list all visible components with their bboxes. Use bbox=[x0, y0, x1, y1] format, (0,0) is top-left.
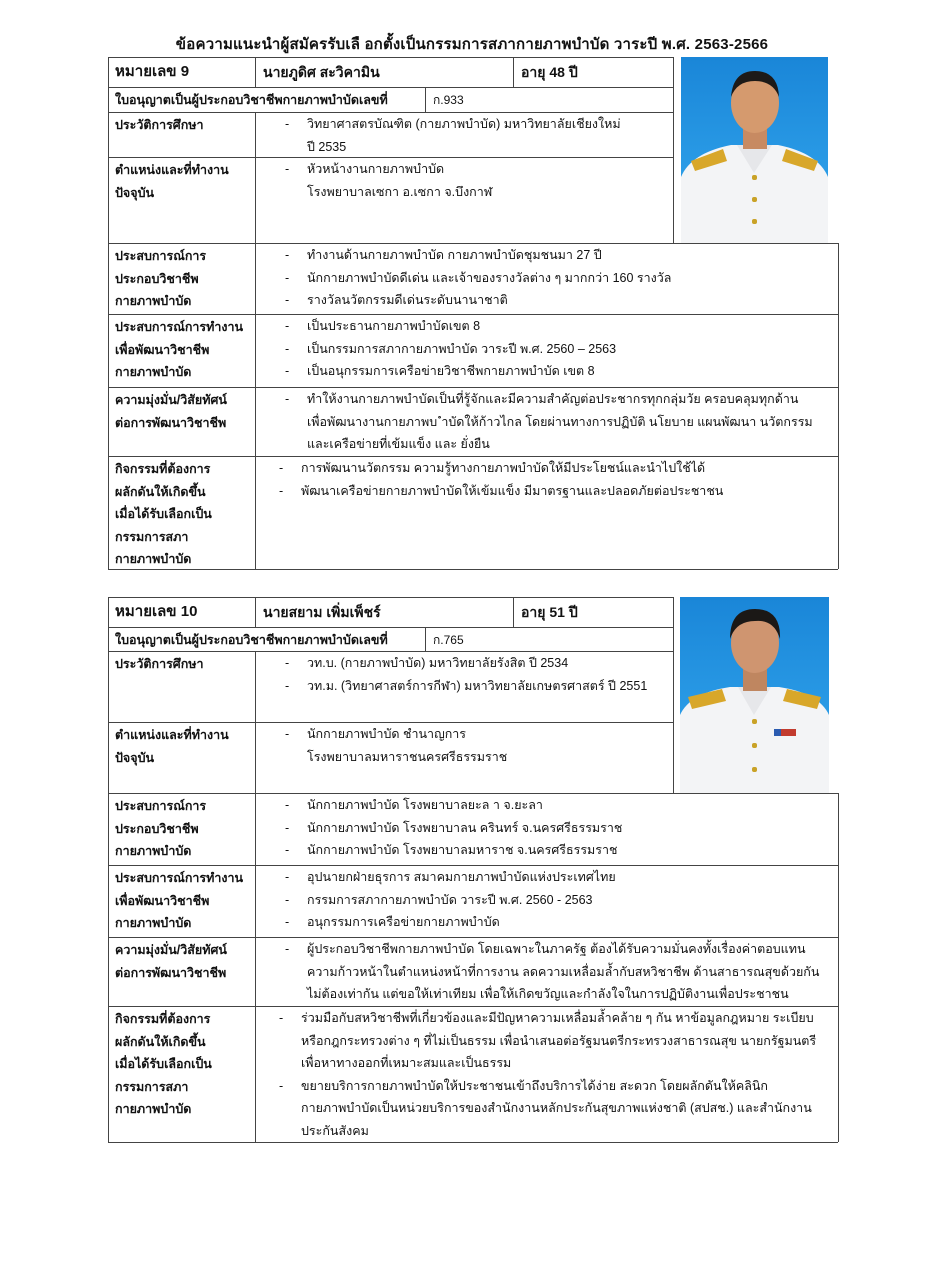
license-number: ก.765 bbox=[433, 633, 464, 647]
position-value: - หัวหน้างานกายภาพบำบัด โรงพยาบาลเซกา อ.เซกา จ.บึงกาฬ bbox=[285, 162, 493, 199]
activity-item: - ร่วมมือกับสหวิชาชีพที่เกี่ยวข้องและมีปัญหาความเหลื่อมล้ำคล้าย ๆ กัน หาข้อมูลกฎหมาย ระเบียบ หรือกฎกระทรวงต่าง ๆ ที่ไม่เป็นธรรม เพื่อนำเสนอต่อรัฐมนตรีกระทรวงสาธารณสุข นายกรัฐมนตรี เพื่อหาทางออกที่เหมาะสมและเป็นธรรม bbox=[279, 1011, 817, 1070]
activities-label: กิจกรรมที่ต้องการ ผลักดันให้เกิดขึ้น เมื่อได้รับเลือกเป็น กรรมการสภา กายภาพบำบัด bbox=[115, 1012, 212, 1116]
activities-label: กิจกรรมที่ต้องการ ผลักดันให้เกิดขึ้น เมื่อได้รับเลือกเป็น กรรมการสภา กายภาพบำบัด bbox=[115, 462, 212, 566]
practice-label: ประสบการณ์การ ประกอบวิชาชีพ กายภาพบำบัด bbox=[115, 799, 207, 858]
development-item: - กรรมการสภากายภาพบำบัด วาระปี พ.ศ. 2560 - 2563 bbox=[285, 892, 593, 907]
education-item: - วท.บ. (กายภาพบำบัด) มหาวิทยาลัยรังสิต ปี 2534 bbox=[285, 656, 569, 670]
practice-item: - นักกายภาพบำบัด โรงพยาบาลน ครินทร์ จ.นครศรีธรรมราช bbox=[285, 820, 623, 835]
practice-item: - นักกายภาพบำบัด โรงพยาบาลยะล า จ.ยะลา bbox=[285, 798, 543, 812]
portrait-illustration bbox=[681, 57, 828, 243]
activity-item: - การพัฒนานวัตกรรม ความรู้ทางกายภาพบำบัดให้มีประโยชน์และนำไปใช้ได้ bbox=[279, 461, 706, 475]
vision-label: ความมุ่งมั่น/วิสัยทัศน์ ต่อการพัฒนาวิชาชีพ bbox=[115, 393, 227, 430]
education-label: ประวัติการศึกษา bbox=[115, 657, 204, 671]
license-label: ใบอนุญาตเป็นผู้ประกอบวิชาชีพกายภาพบำบัดเลขที่ bbox=[115, 93, 388, 107]
development-item: - เป็นกรรมการสภากายภาพบำบัด วาระปี พ.ศ. 2560 – 2563 bbox=[285, 341, 617, 356]
position-value: - นักกายภาพบำบัด ชำนาญการ โรงพยาบาลมหาราชนครศรีธรรมราช bbox=[285, 727, 508, 764]
candidate-name: นายภูดิศ สะวิคามิน bbox=[263, 64, 380, 80]
practice-list bbox=[255, 244, 838, 314]
candidate-card-9 bbox=[108, 57, 838, 569]
development-item: - เป็นอนุกรรมการเครือข่ายวิชาชีพกายภาพบำบัด เขต 8 bbox=[285, 364, 595, 378]
development-list bbox=[255, 866, 838, 937]
vision-label: ความมุ่งมั่น/วิสัยทัศน์ ต่อการพัฒนาวิชาชีพ bbox=[115, 943, 227, 980]
license-number: ก.933 bbox=[433, 93, 464, 107]
development-item: - อุปนายกฝ่ายธุรการ สมาคมกายภาพบำบัดแห่งประเทศไทย bbox=[285, 870, 616, 884]
license-label: ใบอนุญาตเป็นผู้ประกอบวิชาชีพกายภาพบำบัดเลขที่ bbox=[115, 633, 388, 647]
practice-item: - นักกายภาพบำบัดดีเด่น และเจ้าของรางวัลต่าง ๆ มากกว่า 160 รางวัล bbox=[285, 270, 672, 285]
activity-item: - ขยายบริการกายภาพบำบัดให้ประชาชนเข้าถึงบริการได้ง่าย สะดวก โดยผลักดันให้คลินิก กายภาพบำบัดเป็นหน่วยบริการของสำนักงานหลักประกันสุขภาพแห่งชาติ (สปสช.) และสำนักงาน ประกันสังคม bbox=[279, 1078, 812, 1138]
vision-text: - ทำให้งานกายภาพบำบัดเป็นที่รู้จักและมีความสำคัญต่อประชากรทุกกลุ่มวัย ครอบคลุมทุกด้าน เพื่อพัฒนางานกายภาพบ ำบัดให้ก้าวไกล โดยผ่านทางการปฏิบัติ นโยบาย แผนพัฒนา นวัตกรรม และเครือข่ายที่เข้มแข็ง และ ยั่งยืน bbox=[285, 392, 813, 451]
development-item: - อนุกรรมการเครือข่ายกายภาพบำบัด bbox=[285, 915, 500, 929]
practice-item: - รางวัลนวัตกรรมดีเด่นระดับนานาชาติ bbox=[285, 293, 508, 307]
candidate-number: หมายเลข 10 bbox=[115, 603, 198, 620]
vision-text: - ผู้ประกอบวิชาชีพกายภาพบำบัด โดยเฉพาะในภาครัฐ ต้องได้รับความมั่นคงทั้งเรื่องค่าตอบแทน ความก้าวหน้าในตำแหน่งหน้าที่การงาน ลดความเหลื่อมล้ำกับสหวิชาชีพ ด้านสาธารณสุขด้วยกัน ไม่ต้องเท่ากัน แต่ขอให้เท่าเทียม เพื่อให้เกิดขวัญและกำลังใจในการปฏิบัติงานเพื่อประชาชน bbox=[285, 942, 820, 1001]
education-list bbox=[255, 113, 673, 157]
page-title: ข้อความแนะนำผู้สมัครรับเลื อกตั้งเป็นกรรมการสภากายภาพบำบัด วาระปี พ.ศ. 2563-2566 bbox=[175, 36, 769, 53]
education-list bbox=[255, 652, 673, 722]
candidate-photo bbox=[681, 57, 828, 243]
development-label: ประสบการณ์การทำงาน เพื่อพัฒนาวิชาชีพ กายภาพบำบัด bbox=[115, 320, 244, 379]
position-label: ตำแหน่งและที่ทำงาน ปัจจุบัน bbox=[115, 728, 229, 765]
activities-list bbox=[255, 457, 838, 569]
practice-label: ประสบการณ์การ ประกอบวิชาชีพ กายภาพบำบัด bbox=[115, 249, 207, 308]
candidate-age: อายุ 51 ปี bbox=[521, 604, 578, 620]
education-label: ประวัติการศึกษา bbox=[115, 118, 204, 132]
development-list bbox=[255, 315, 838, 387]
candidate-card-10 bbox=[108, 597, 838, 1142]
practice-list bbox=[255, 794, 838, 865]
candidate-name: นายสยาม เพิ่มเพ็ชร์ bbox=[263, 604, 381, 620]
practice-item: - นักกายภาพบำบัด โรงพยาบาลมหาราช จ.นครศรีธรรมราช bbox=[285, 843, 618, 857]
candidate-age: อายุ 48 ปี bbox=[521, 64, 578, 80]
development-item: - เป็นประธานกายภาพบำบัดเขต 8 bbox=[285, 319, 481, 333]
candidate-photo bbox=[680, 597, 829, 793]
candidate-number: หมายเลข 9 bbox=[115, 63, 190, 80]
practice-item: - ทำงานด้านกายภาพบำบัด กายภาพบำบัดชุมชนมา 27 ปี bbox=[285, 248, 602, 262]
activity-item: - พัฒนาเครือข่ายกายภาพบำบัดให้เข้มแข็ง มีมาตรฐานและปลอดภัยต่อประชาชน bbox=[279, 483, 724, 498]
education-item: - วิทยาศาสตรบัณฑิต (กายภาพบำบัด) มหาวิทยาลัยเชียงใหม่ ปี 2535 bbox=[285, 117, 621, 154]
education-item: - วท.ม. (วิทยาศาสตร์การกีฬา) มหาวิทยาลัยเกษตรศาสตร์ ปี 2551 bbox=[285, 678, 648, 693]
portrait-illustration bbox=[680, 597, 829, 793]
development-label: ประสบการณ์การทำงาน เพื่อพัฒนาวิชาชีพ กายภาพบำบัด bbox=[115, 871, 244, 930]
activities-list bbox=[255, 1007, 838, 1142]
position-label: ตำแหน่งและที่ทำงาน ปัจจุบัน bbox=[115, 163, 229, 200]
